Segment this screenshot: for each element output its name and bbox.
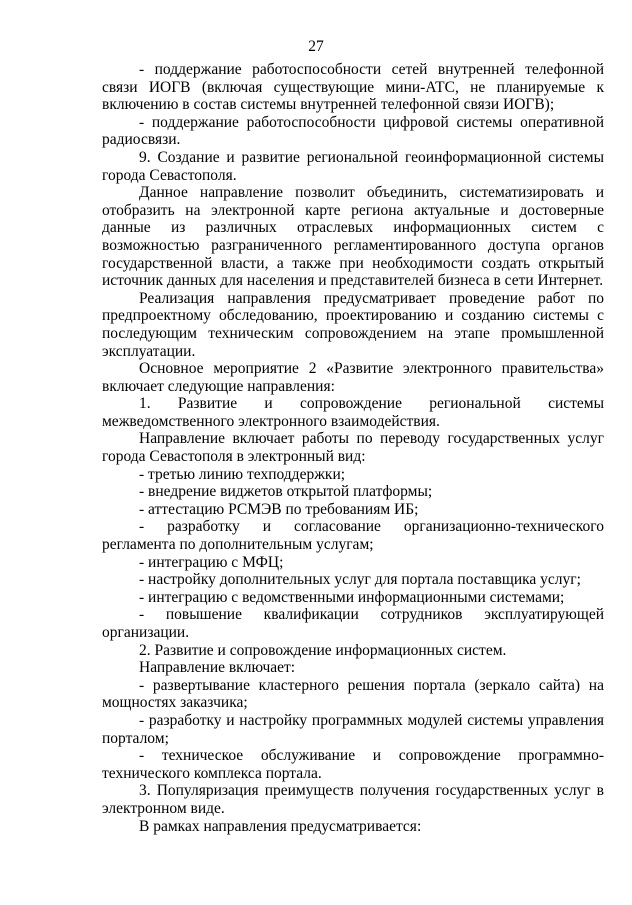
paragraph-item-9: 9. Создание и развитие региональной геоинформационной системы города Севастополя. bbox=[102, 148, 604, 184]
paragraph-gis-description: Данное направление позволит объединить, систематизировать и отобразить на электронной карте региона актуальные и достоверные данные из различных отраслевых информационных систем с возможностью разграниченного регламентированного доступа органов государственной власти, а также при необходимости создать открытый источник данных для населения и представителей бизнеса в сети Интернет. bbox=[102, 184, 604, 290]
paragraph-bullet-services: - настройку дополнительных услуг для портала поставщика услуг; bbox=[139, 571, 581, 589]
paragraph-bullet-support: - третью линию техподдержки; bbox=[139, 465, 346, 483]
paragraph-bullet-maintenance: - техническое обслуживание и сопровождение программно-технического комплекса портала. bbox=[102, 747, 604, 782]
paragraph-bullet-attestation: - аттестацию РСМЭВ по требованиям ИБ; bbox=[139, 500, 419, 518]
paragraph-bullet-mfc: - интеграцию с МФЦ; bbox=[139, 553, 284, 571]
page-number: 27 bbox=[308, 38, 324, 55]
paragraph-bullet-radio: - поддержание работоспособности цифровой системы оперативной радиосвязи. bbox=[102, 113, 604, 149]
paragraph-bullet-widgets: - внедрение виджетов открытой платформы; bbox=[139, 483, 433, 501]
paragraph-gis-implementation: Реализация направления предусматривает проведение работ по предпроектному обследованию, проектированию и созданию системы с последующим техническим сопровождением на этапе промышленной эксплуатации. bbox=[102, 289, 604, 360]
paragraph-bullet-training: - повышение квалификации сотрудников эксплуатирующей организации. bbox=[102, 606, 604, 641]
paragraph-bullet-telephony: - поддержание работоспособности сетей внутренней телефонной связи ИОГВ (включая существующие мини-АТС, не планируемые к включению в состав системы внутренней телефонной связи ИОГВ); bbox=[102, 61, 604, 114]
paragraph-within-direction: В рамках направления предусматривается: bbox=[139, 817, 422, 835]
document-body bbox=[102, 61, 604, 835]
paragraph-item-1: 1. Развитие и сопровождение региональной системы межведомственного электронного взаимодействия. bbox=[102, 395, 604, 430]
paragraph-item-2: 2. Развитие и сопровождение информационных систем. bbox=[139, 641, 507, 659]
paragraph-bullet-integration: - интеграцию с ведомственными информационными системами; bbox=[139, 588, 565, 606]
paragraph-direction-includes-2: Направление включает: bbox=[139, 659, 296, 677]
paragraph-main-activity-2: Основное мероприятие 2 «Развитие электронного правительства» включает следующие направления: bbox=[102, 360, 604, 395]
paragraph-bullet-cluster: - развертывание кластерного решения портала (зеркало сайта) на мощностях заказчика; bbox=[102, 676, 604, 712]
paragraph-bullet-modules: - разработку и настройку программных модулей системы управления порталом; bbox=[102, 711, 604, 747]
paragraph-bullet-regulation: - разработку и согласование организационно-технического регламента по дополнительным услугам; bbox=[102, 518, 604, 554]
paragraph-item-3: 3. Популяризация преимуществ получения государственных услуг в электронном виде. bbox=[102, 782, 604, 817]
paragraph-direction-includes: Направление включает работы по переводу государственных услуг города Севастополя в электронный вид: bbox=[102, 430, 604, 466]
